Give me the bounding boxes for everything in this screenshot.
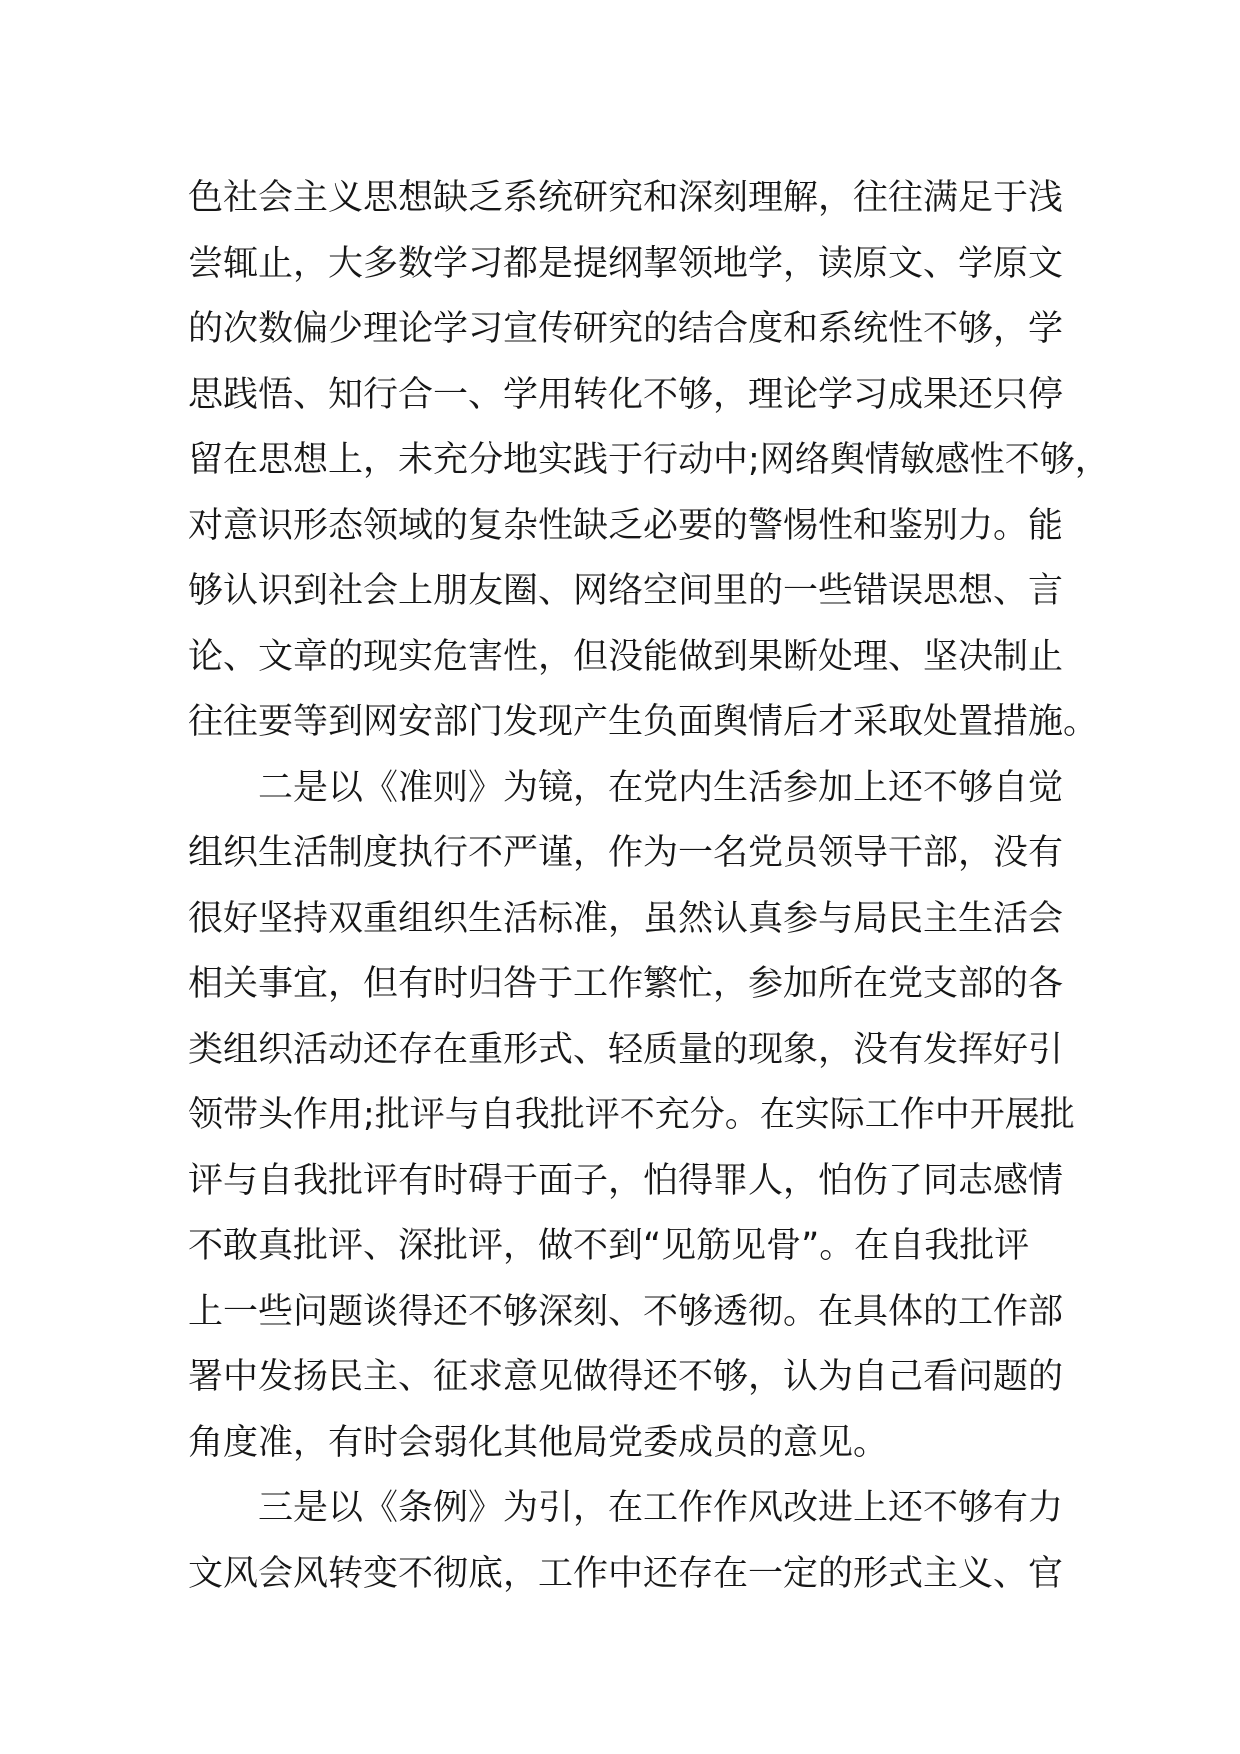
text-line: 对意识形态领域的复杂性缺乏必要的警惕性和鉴别力。能 bbox=[188, 505, 1064, 546]
text-line: 够认识到社会上朋友圈、网络空间里的一些错误思想、言 bbox=[188, 571, 1064, 611]
text-line: 思践悟、知行合一、学用转化不够，理论学习成果还只停 bbox=[188, 374, 1064, 415]
text-line: 相关事宜，但有时归咎于工作繁忙，参加所在党支部的各 bbox=[188, 964, 1064, 1004]
text-line: 很好坚持双重组织生活标准，虽然认真参与局民主生活会 bbox=[188, 898, 1064, 939]
text-line: 论、文章的现实危害性，但没能做到果断处理、坚决制止 bbox=[188, 636, 1064, 677]
text-line: 署中发扬民主、征求意见做得还不够，认为自己看问题的 bbox=[188, 1357, 1064, 1397]
text-line: 的次数偏少理论学习宣传研究的结合度和系统性不够，学 bbox=[188, 309, 1064, 349]
text-line: 留在思想上，未充分地实践于行动中;网络舆情敏感性不够， bbox=[188, 440, 1110, 480]
paragraph-start-line: 二是以《准则》为镜，在党内生活参加上还不够自觉 bbox=[188, 767, 1064, 808]
paragraph-start-line: 三是以《条例》为引，在工作作风改进上还不够有力 bbox=[188, 1488, 1064, 1528]
text-line: 类组织活动还存在重形式、轻质量的现象，没有发挥好引 bbox=[188, 1029, 1064, 1070]
text-line: 上一些问题谈得还不够深刻、不够透彻。在具体的工作部 bbox=[188, 1291, 1064, 1332]
text-line: 领带头作用;批评与自我批评不充分。在实际工作中开展批 bbox=[188, 1095, 1075, 1135]
body-text bbox=[188, 166, 1110, 1607]
text-line: 往往要等到网安部门发现产生负面舆情后才采取处置措施。 bbox=[188, 702, 1099, 742]
text-line: 文风会风转变不彻底，工作中还存在一定的形式主义、官 bbox=[188, 1553, 1064, 1594]
text-line: 组织生活制度执行不严谨，作为一名党员领导干部，没有 bbox=[188, 833, 1064, 873]
text-line: 角度准，有时会弱化其他局党委成员的意见。 bbox=[188, 1422, 889, 1463]
text-line: 不敢真批评、深批评，做不到“见筋见骨”。在自我批评 bbox=[188, 1226, 1030, 1266]
text-line: 评与自我批评有时碍于面子，怕得罪人，怕伤了同志感情 bbox=[188, 1160, 1064, 1201]
text-line: 尝辄止，大多数学习都是提纲挈领地学，读原文、学原文 bbox=[188, 243, 1064, 284]
text-line: 色社会主义思想缺乏系统研究和深刻理解，往往满足于浅 bbox=[188, 178, 1064, 218]
